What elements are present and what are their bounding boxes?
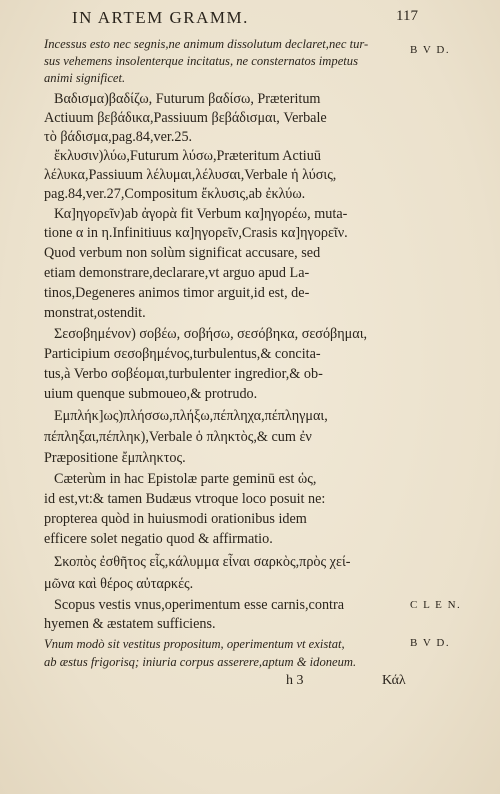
text-line: Præpositione ἔμπληκτος. xyxy=(44,450,186,466)
text-line: μῶνα καὶ θέρος αὐταρκές. xyxy=(44,576,194,592)
text-line: propterea quòd in huiusmodi orationibus idem xyxy=(44,511,307,527)
text-line: Σεσοβημένον) σοβέω, σοβήσω, σεσόβηκα, σεσόβημαι, xyxy=(54,326,368,342)
text-line: hyemen & æstatem sufficiens. xyxy=(44,616,216,632)
margin-note-budaeus: B V D. xyxy=(410,637,451,649)
text-line: Σκοπὸς ἐσθῆτος εἷς,κάλυμμα εἶναι σαρκὸς,πρὸς χεί- xyxy=(54,554,351,570)
text-line: uium quenque submoueo,& protrudo. xyxy=(44,386,258,402)
text-line: Quod verbum non solùm significat accusare, sed xyxy=(44,245,321,261)
text-line: monstrat,ostendit. xyxy=(44,305,146,321)
text-line: Actiuum βεβάδικα,Passiuum βεβάδισμαι, Verbale xyxy=(44,110,327,126)
text-line: λέλυκα,Passiuum λέλυμαι,λέλυσαι,Verbale ἡ λύσις, xyxy=(44,167,337,183)
signature-mark: h 3 xyxy=(286,673,304,688)
margin-note-budaeus: B V D. xyxy=(410,44,451,56)
running-title: IN ARTEM GRAMM. xyxy=(72,8,249,27)
text-line: efficere solet negatio quod & affirmatio. xyxy=(44,531,273,547)
text-line: etiam demonstrare,declarare,vt arguo apud La- xyxy=(44,265,310,281)
text-line: Incessus esto nec segnis,ne animum dissolutum declaret,nec tur- xyxy=(44,37,369,51)
text-line: tinos,Degeneres animos timor arguit,id est, de- xyxy=(44,285,310,301)
text-line: Cæterùm in hac Epistolæ parte geminū est ὡς, xyxy=(54,471,317,487)
text-line: id est,vt:& tamen Budæus vtroque loco posuit ne: xyxy=(44,491,326,507)
text-line: pag.84,ver.27,Compositum ἔκλυσις,ab ἐκλύω. xyxy=(44,186,306,202)
text-line: Βαδισμα)βαδίζω, Futurum βαδίσω, Præteritum xyxy=(54,91,321,107)
text-line: Participium σεσοβημένος,turbulentus,& concita- xyxy=(44,346,321,362)
text-line: ἔκλυσιν)λύω,Futurum λύσω,Præteritum Actiuū xyxy=(54,148,321,164)
text-line: animi significet. xyxy=(44,71,126,85)
text-line: sus vehemens insolenterque incitatus, ne consternatos impetus xyxy=(44,54,358,68)
text-line: ab æstus frigorisq; iniuria corpus asserere,aptum & idoneum. xyxy=(44,655,357,669)
text-line: tione α in η.Infinitiuus κα]ηγορεῖν,Crasis κα]ηγορεῖν. xyxy=(44,225,348,241)
text-line: Κα]ηγορεῖν)ab ἀγορὰ fit Verbum κα]ηγορέω, muta- xyxy=(54,206,348,222)
text-line: Scopus vestis vnus,operimentum esse carnis,contra xyxy=(54,597,344,613)
text-line: τὸ βάδισμα,pag.84,ver.25. xyxy=(44,129,193,145)
text-line: πέπληξαι,πέπληκ),Verbale ὁ πληκτὸς,& cum ἐν xyxy=(44,429,312,445)
catchword: Κάλ xyxy=(382,673,406,688)
text-line: tus,à Verbo σοβέομαι,turbulenter ingredior,& ob- xyxy=(44,366,323,382)
page-number: 117 xyxy=(396,8,418,24)
text-line: Vnum modò sit vestitus propositum, operimentum vt existat, xyxy=(44,637,345,651)
text-line: Εμπλήκ]ως)πλήσσω,πλήξω,πέπληχα,πέπληγμαι, xyxy=(54,408,328,424)
margin-note-clenardus: C L E N. xyxy=(410,599,462,611)
